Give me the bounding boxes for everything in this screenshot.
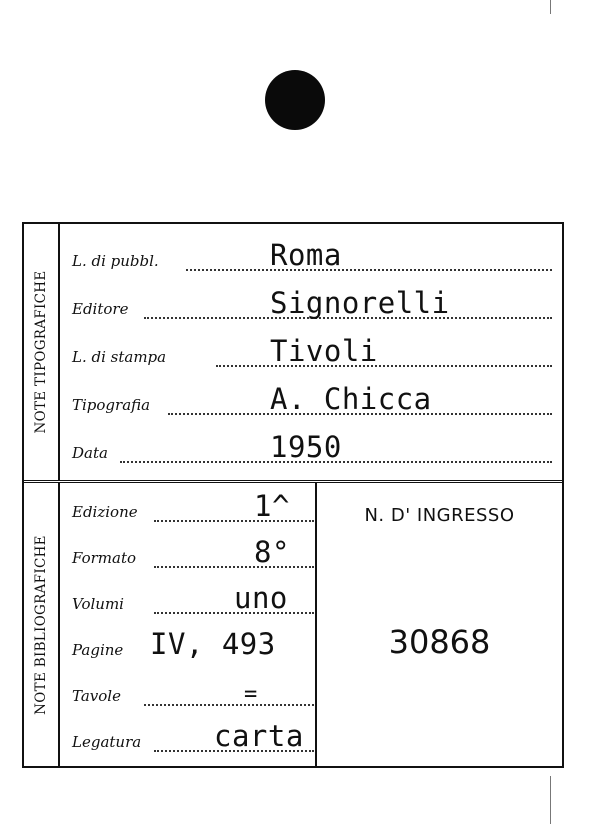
field-row-edizione: [68, 487, 314, 527]
note-tipografiche-label-cell: [24, 224, 60, 480]
catalog-card: [22, 222, 564, 768]
field-value: Signorelli: [270, 286, 450, 320]
field-value: A. Chicca: [270, 382, 432, 416]
field-label: Editore: [72, 300, 129, 318]
field-value: 1^: [254, 489, 290, 523]
field-value: carta: [214, 719, 304, 753]
field-label: Tavole: [72, 687, 121, 705]
field-label: Formato: [72, 549, 137, 567]
field-row-editore: [68, 284, 552, 324]
dotted-line: [144, 704, 314, 706]
note-tipografiche-label: NOTE TIPOGRAFICHE: [33, 270, 49, 434]
field-row-pagine: [68, 625, 314, 665]
field-label: Tipografia: [72, 396, 151, 414]
ingresso-number: 30868: [388, 623, 491, 661]
field-label: Edizione: [72, 503, 138, 521]
note-bibliografiche-label-cell: [24, 483, 60, 766]
field-row-legatura: [68, 717, 314, 757]
field-label: Volumi: [72, 595, 124, 613]
field-value: =: [244, 682, 258, 707]
field-row-tavole: [68, 671, 314, 711]
field-value: IV, 493: [150, 627, 276, 661]
dotted-line: [154, 566, 314, 568]
note-bibliografiche-label: NOTE BIBLIOGRAFICHE: [33, 534, 49, 715]
field-value: 8°: [254, 535, 290, 569]
field-label: Data: [72, 444, 108, 462]
field-label: L. di pubbl.: [72, 252, 159, 270]
field-value: 1950: [270, 430, 342, 464]
note-bibliografiche-section: [24, 483, 562, 766]
dotted-line: [154, 520, 314, 522]
field-row-volumi: [68, 579, 314, 619]
dotted-line: [186, 269, 552, 271]
scan-edge-mark-bottom: [550, 776, 551, 824]
field-row-luogo-stampa: [68, 332, 552, 372]
field-row-tipografia: [68, 380, 552, 420]
dotted-line: [216, 365, 552, 367]
field-label: Pagine: [72, 641, 124, 659]
ingresso-title: N. D' INGRESSO: [364, 505, 515, 526]
field-value: Roma: [270, 238, 342, 272]
scan-edge-mark-top: [550, 0, 551, 14]
field-value: uno: [234, 581, 288, 615]
note-tipografiche-section: [24, 224, 562, 483]
field-label: L. di stampa: [72, 348, 167, 366]
field-value: Tivoli: [270, 334, 378, 368]
field-label: Legatura: [72, 733, 142, 751]
field-row-data: [68, 428, 552, 468]
field-row-formato: [68, 533, 314, 573]
punch-hole: [265, 70, 325, 130]
field-row-luogo-pubblicazione: [68, 236, 552, 276]
